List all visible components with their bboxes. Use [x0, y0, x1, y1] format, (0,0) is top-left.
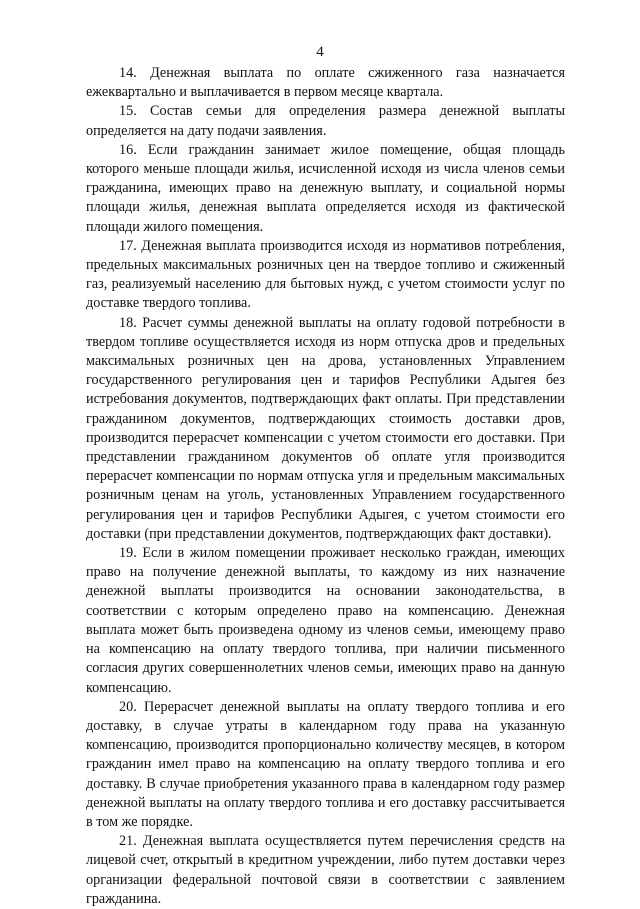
paragraph-14: 14. Денежная выплата по оплате сжиженного газа назначается ежеквартально и выплачивается в первом месяце квартала. — [86, 65, 565, 101]
paragraph-20: 20. Перерасчет денежной выплаты на оплату твердого топлива и его доставку, в случае утраты в календарном году права на указанную компенсацию, производится пропорционально количеству месяцев, в котором гражданин имел право на компенсацию на оплату твердого топлива и его доставку. В случае приобретения указанного права в календарном году размер денежной выплаты на оплату твердого топлива и его доставку рассчитывается в том же порядке. — [86, 698, 565, 830]
paragraph-15: 15. Состав семьи для определения размера денежной выплаты определяется на дату подачи заявления. — [86, 103, 565, 139]
paragraph-16: 16. Если гражданин занимает жилое помещение, общая площадь которого меньше площади жилья, исчисленной исходя из числа членов семьи гражданина, имеющих право на денежную выплату, и социальной нормы площади жилья, денежная выплата определяется исходя из фактической площади жилого помещения. — [86, 141, 565, 235]
paragraph-17: 17. Денежная выплата производится исходя из нормативов потребления, предельных максимальных розничных цен на твердое топливо и сжиженный газ, реализуемый населению для бытовых нужд, с учетом стоимости услуг по доставке твердого топлива. — [86, 237, 565, 312]
document-body — [86, 64, 565, 909]
paragraph-18: 18. Расчет суммы денежной выплаты на оплату годовой потребности в твердом топливе осуществляется исходя из норм отпуска дров и предельных максимальных розничных цен на дрова, установленных Управлением государственного регулирования цен и тарифов Республики Адыгея без истребования документов, подтверждающих факт оплаты. При представлении гражданином документов, подтверждающих стоимость доставки дров, производится перерасчет компенсации с учетом стоимости его доставки. При представлении гражданином документов об оплате угля производится перерасчет компенсации по нормам отпуска угля и предельным максимальных розничным ценам на уголь, установленных Управлением государственного регулирования цен и тарифов Республики Адыгея, с учетом стоимости его доставки (при представлении документов, подтверждающих факт доставки). — [86, 314, 565, 542]
paragraph-21: 21. Денежная выплата осуществляется путем перечисления средств на лицевой счет, открытый в кредитном учреждении, либо путем доставки через организации федеральной почтовой связи в соответствии с заявлением гражданина. — [86, 833, 565, 907]
paragraph-19: 19. Если в жилом помещении проживает несколько граждан, имеющих право на получение денежной выплаты, то каждому из них назначение денежной выплаты производится на основании законодательства, в соответствии с которым определено право на компенсацию. Денежная выплата может быть произведена одному из членов семьи, имеющему право на компенсацию на оплату твердого топлива, при наличии письменного согласия других совершеннолетних членов семьи, имеющих право на данную компенсацию. — [86, 545, 565, 696]
page-number: 4 — [316, 44, 324, 60]
